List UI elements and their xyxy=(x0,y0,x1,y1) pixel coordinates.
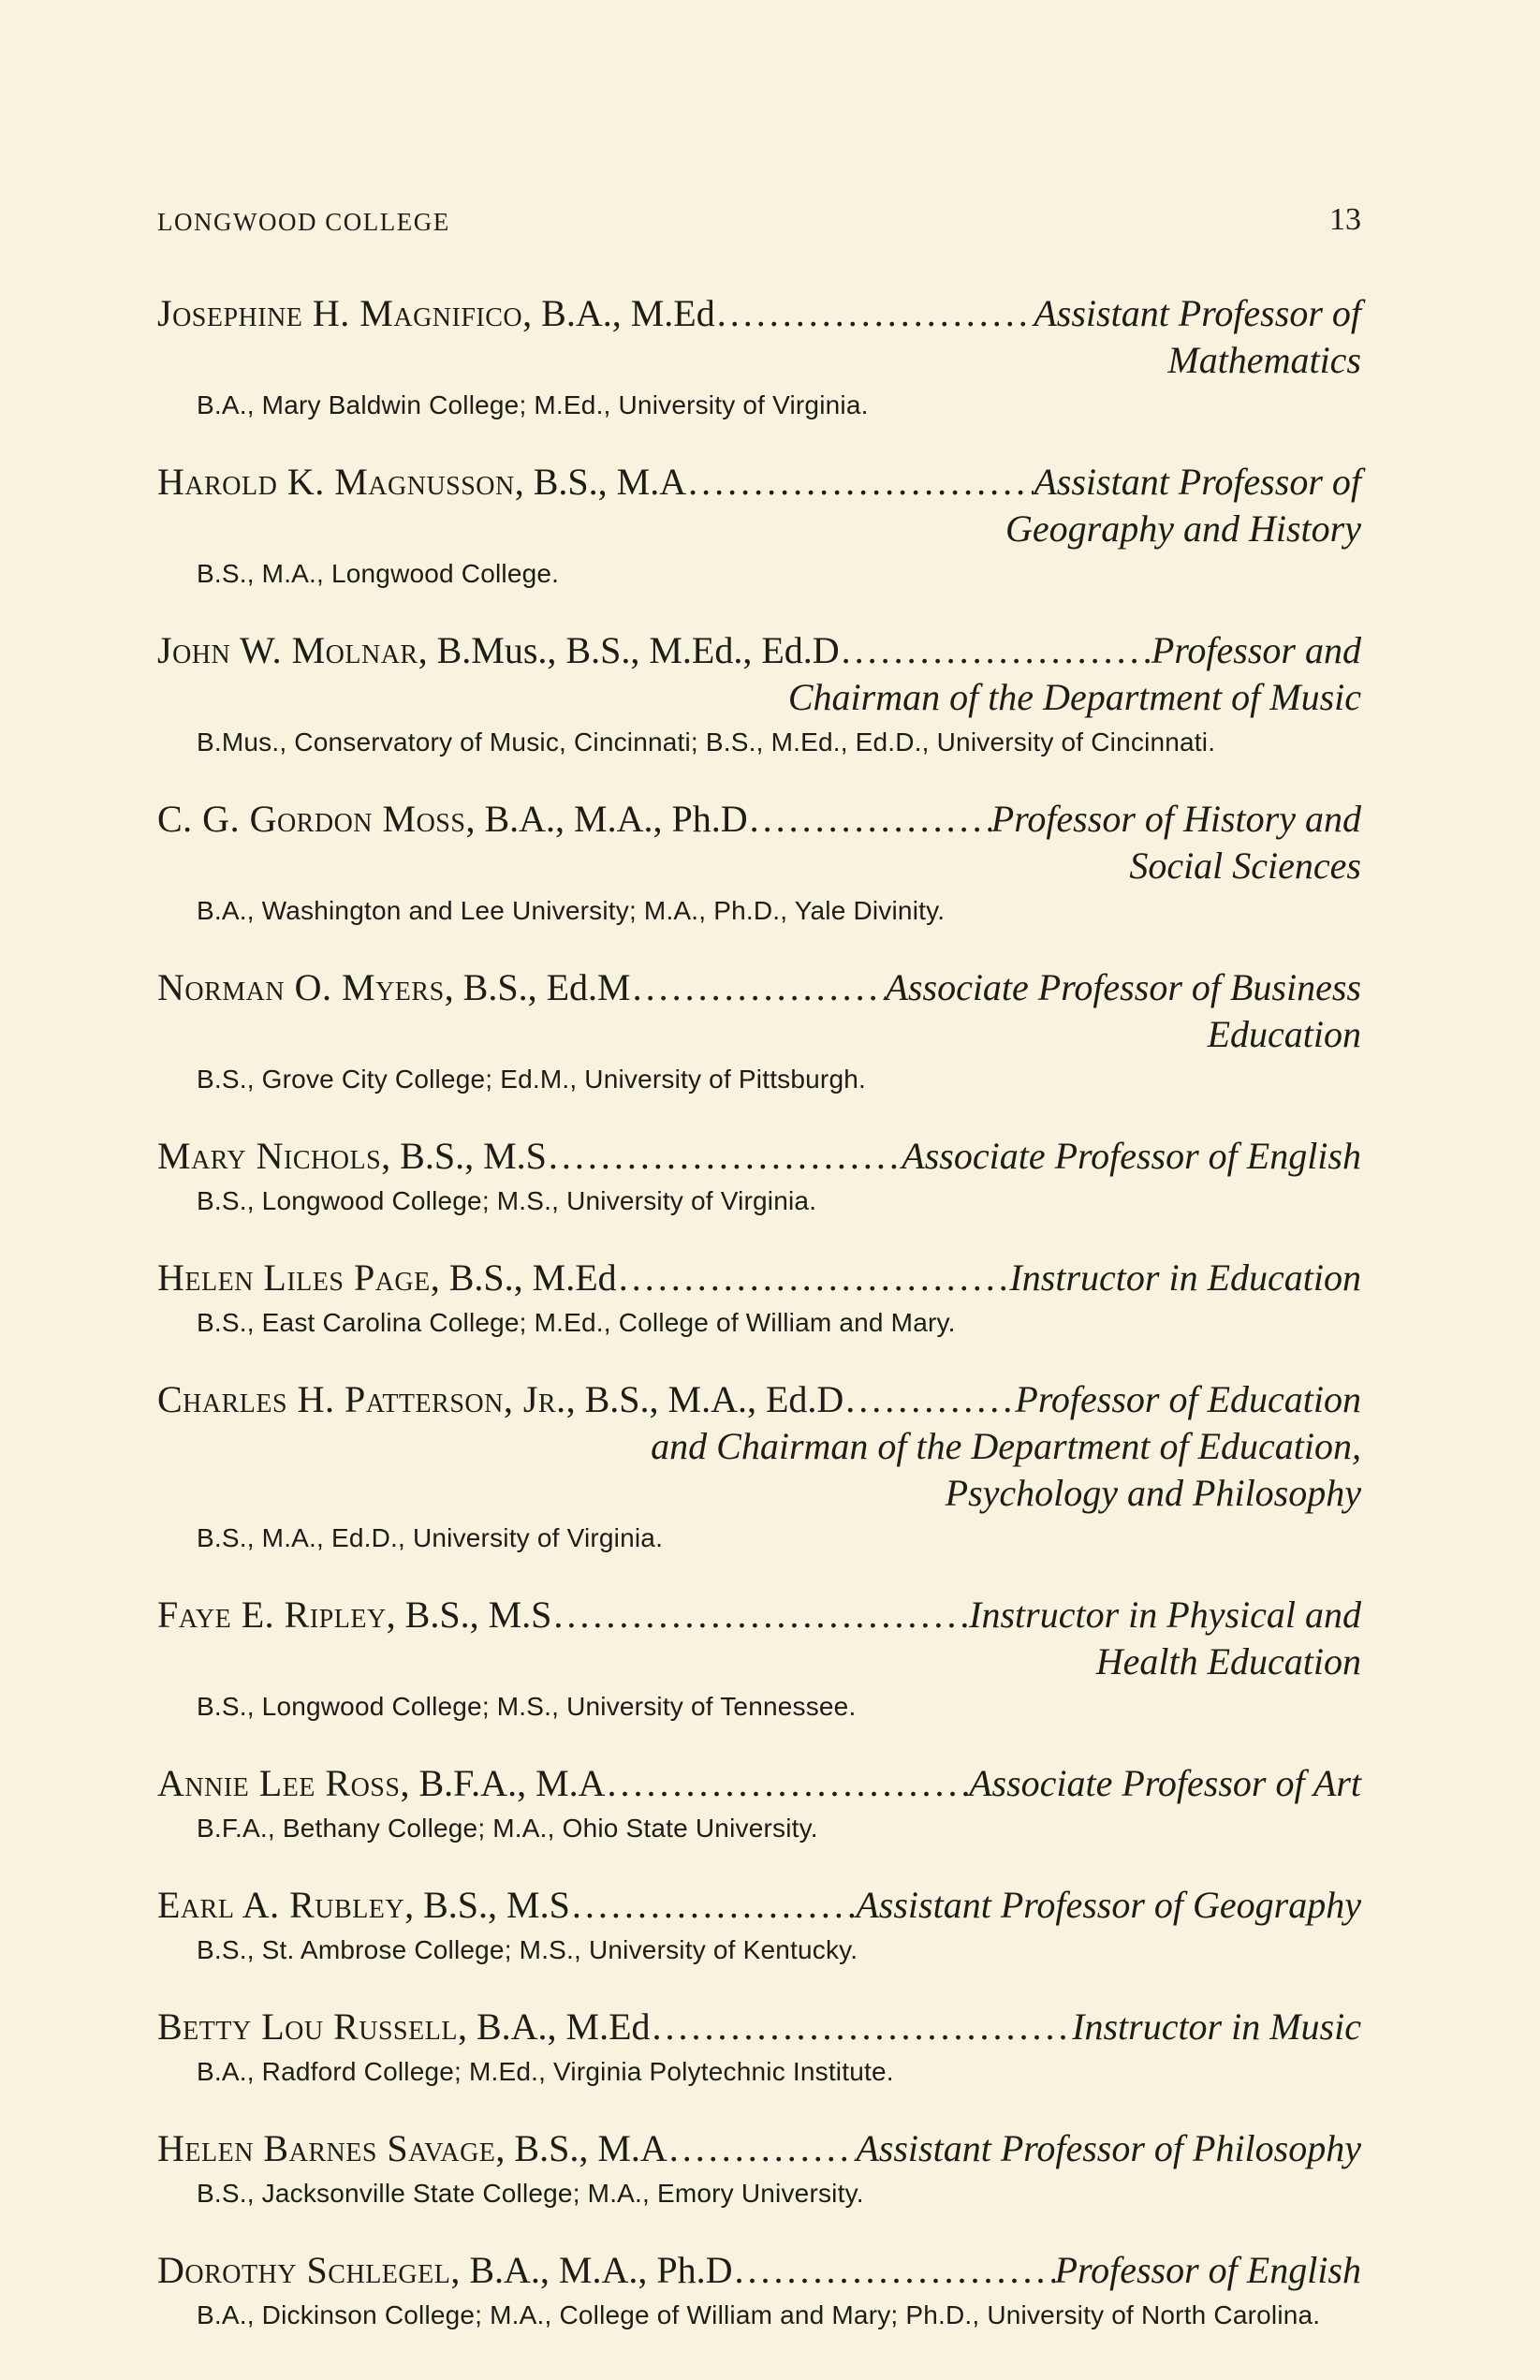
faculty-credentials: , B.S., M.S xyxy=(386,1594,552,1636)
faculty-name: Helen Barnes Savage xyxy=(157,2127,496,2169)
faculty-title: Assistant Professor of Philosophy xyxy=(856,2127,1361,2169)
faculty-entry xyxy=(157,290,1361,421)
faculty-name: Earl A. Rubley xyxy=(157,1884,405,1926)
dot-leader xyxy=(686,459,1034,506)
faculty-credentials: , B.S., M.A xyxy=(495,2127,667,2169)
faculty-title: Instructor in Education xyxy=(1009,1256,1361,1299)
faculty-entry xyxy=(157,1255,1361,1339)
faculty-credentials: , B.S., Ed.M xyxy=(444,966,631,1008)
faculty-title-continued: Education xyxy=(1207,1013,1361,1055)
faculty-degrees: B.S., East Carolina College; M.Ed., College of William and Mary. xyxy=(197,1308,956,1337)
faculty-title-continued: Health Education xyxy=(1095,1640,1361,1682)
faculty-credentials: , B.Mus., B.S., M.Ed., Ed.D xyxy=(418,629,840,671)
dot-leader xyxy=(617,1255,1010,1301)
faculty-name: Harold K. Magnusson xyxy=(157,461,515,503)
faculty-entry xyxy=(157,1592,1361,1723)
dot-leader xyxy=(715,290,1034,337)
faculty-credentials: , B.F.A., M.A xyxy=(400,1762,606,1804)
faculty-title-continued: Social Sciences xyxy=(1129,845,1361,887)
faculty-degrees: B.A., Radford College; M.Ed., Virginia Polytechnic Institute. xyxy=(197,2057,894,2086)
faculty-title: Professor of History and xyxy=(990,798,1361,840)
faculty-title: Instructor in Physical and xyxy=(969,1594,1361,1636)
faculty-name: Norman O. Myers xyxy=(157,966,445,1008)
faculty-degrees: B.S., Longwood College; M.S., University of Virginia. xyxy=(197,1186,817,1215)
faculty-credentials: , B.S., M.A., Ed.D xyxy=(565,1378,844,1420)
running-title: LONGWOOD COLLEGE xyxy=(157,208,450,236)
faculty-title: Assistant Professor of xyxy=(1034,461,1361,503)
faculty-entry xyxy=(157,2247,1361,2331)
faculty-entry xyxy=(157,1376,1361,1554)
faculty-degrees: B.F.A., Bethany College; M.A., Ohio State University. xyxy=(197,1814,818,1843)
dot-leader xyxy=(551,1592,969,1638)
faculty-entry xyxy=(157,964,1361,1095)
faculty-title-continued: Chairman of the Department of Music xyxy=(787,676,1361,718)
dot-leader xyxy=(651,2004,1073,2050)
faculty-degrees: B.A., Dickinson College; M.A., College of William and Mary; Ph.D., University of North Carolina. xyxy=(197,2300,1321,2329)
faculty-name: Faye E. Ripley xyxy=(157,1594,387,1636)
faculty-title-continued: and Chairman of the Department of Education, xyxy=(651,1425,1361,1467)
faculty-credentials: , B.S., M.A xyxy=(514,461,687,503)
faculty-entry xyxy=(157,1133,1361,1217)
faculty-title: Professor of Education xyxy=(1015,1378,1361,1420)
faculty-title: Assistant Professor of xyxy=(1034,292,1361,334)
dot-leader xyxy=(732,2247,1054,2294)
faculty-title: Professor of English xyxy=(1054,2249,1361,2291)
faculty-name: Helen Liles Page xyxy=(157,1256,431,1299)
faculty-degrees: B.S., Grove City College; Ed.M., University of Pittsburgh. xyxy=(197,1065,866,1094)
faculty-degrees: B.A., Washington and Lee University; M.A., Ph.D., Yale Divinity. xyxy=(197,896,946,925)
faculty-degrees: B.S., Jacksonville State College; M.A., Emory University. xyxy=(197,2179,864,2208)
dot-leader xyxy=(667,2125,857,2172)
faculty-degrees: B.S., M.A., Ed.D., University of Virginia. xyxy=(197,1523,664,1552)
faculty-degrees: B.S., Longwood College; M.S., University of Tennessee. xyxy=(197,1692,857,1721)
dot-leader xyxy=(547,1133,902,1180)
faculty-name: Josephine H. Magnifico xyxy=(157,292,523,334)
faculty-credentials: , B.A., M.A., Ph.D xyxy=(465,798,748,840)
faculty-name: Dorothy Schlegel xyxy=(157,2249,451,2291)
faculty-title-continued: Psychology and Philosophy xyxy=(945,1472,1361,1514)
faculty-degrees: B.Mus., Conservatory of Music, Cincinnati; B.S., M.Ed., Ed.D., University of Cincinnati. xyxy=(197,727,1216,757)
dot-leader xyxy=(606,1760,970,1807)
faculty-credentials: , B.A., M.Ed xyxy=(522,292,715,334)
faculty-entry xyxy=(157,796,1361,927)
faculty-name: Charles H. Patterson, Jr. xyxy=(157,1378,566,1420)
faculty-title: Associate Professor of Art xyxy=(969,1762,1361,1804)
faculty-degrees: B.A., Mary Baldwin College; M.Ed., University of Virginia. xyxy=(197,390,869,419)
faculty-entry xyxy=(157,2125,1361,2210)
faculty-entry xyxy=(157,1882,1361,1966)
dot-leader xyxy=(843,1376,1015,1423)
faculty-title: Instructor in Music xyxy=(1072,2005,1361,2048)
dot-leader xyxy=(748,796,991,843)
faculty-credentials: , B.A., M.A., Ph.D xyxy=(450,2249,733,2291)
faculty-name: Annie Lee Ross xyxy=(157,1762,401,1804)
faculty-entry xyxy=(157,2004,1361,2088)
page-number: 13 xyxy=(1329,202,1361,237)
faculty-entry xyxy=(157,627,1361,758)
faculty-title: Professor and xyxy=(1151,629,1361,671)
faculty-name: C. G. Gordon Moss xyxy=(157,798,466,840)
faculty-degrees: B.S., St. Ambrose College; M.S., University of Kentucky. xyxy=(197,1935,858,1964)
faculty-credentials: , B.A., M.Ed xyxy=(457,2005,651,2048)
faculty-list xyxy=(157,290,1361,2369)
faculty-title: Associate Professor of Business xyxy=(885,966,1361,1008)
faculty-degrees: B.S., M.A., Longwood College. xyxy=(197,559,560,588)
faculty-credentials: , B.S., M.S xyxy=(381,1135,547,1177)
faculty-entry xyxy=(157,459,1361,590)
dot-leader xyxy=(631,964,886,1011)
dot-leader xyxy=(570,1882,856,1929)
faculty-entry xyxy=(157,1760,1361,1844)
faculty-credentials: , B.S., M.S xyxy=(404,1884,570,1926)
faculty-name: Mary Nichols xyxy=(157,1135,382,1177)
faculty-name: John W. Molnar xyxy=(157,629,418,671)
faculty-name: Betty Lou Russell xyxy=(157,2005,458,2048)
dot-leader xyxy=(840,627,1151,674)
faculty-title: Assistant Professor of Geography xyxy=(856,1884,1361,1926)
faculty-title-continued: Geography and History xyxy=(1005,507,1361,550)
faculty-credentials: , B.S., M.Ed xyxy=(430,1256,617,1299)
faculty-title-continued: Mathematics xyxy=(1167,339,1361,381)
faculty-title: Associate Professor of English xyxy=(902,1135,1361,1177)
